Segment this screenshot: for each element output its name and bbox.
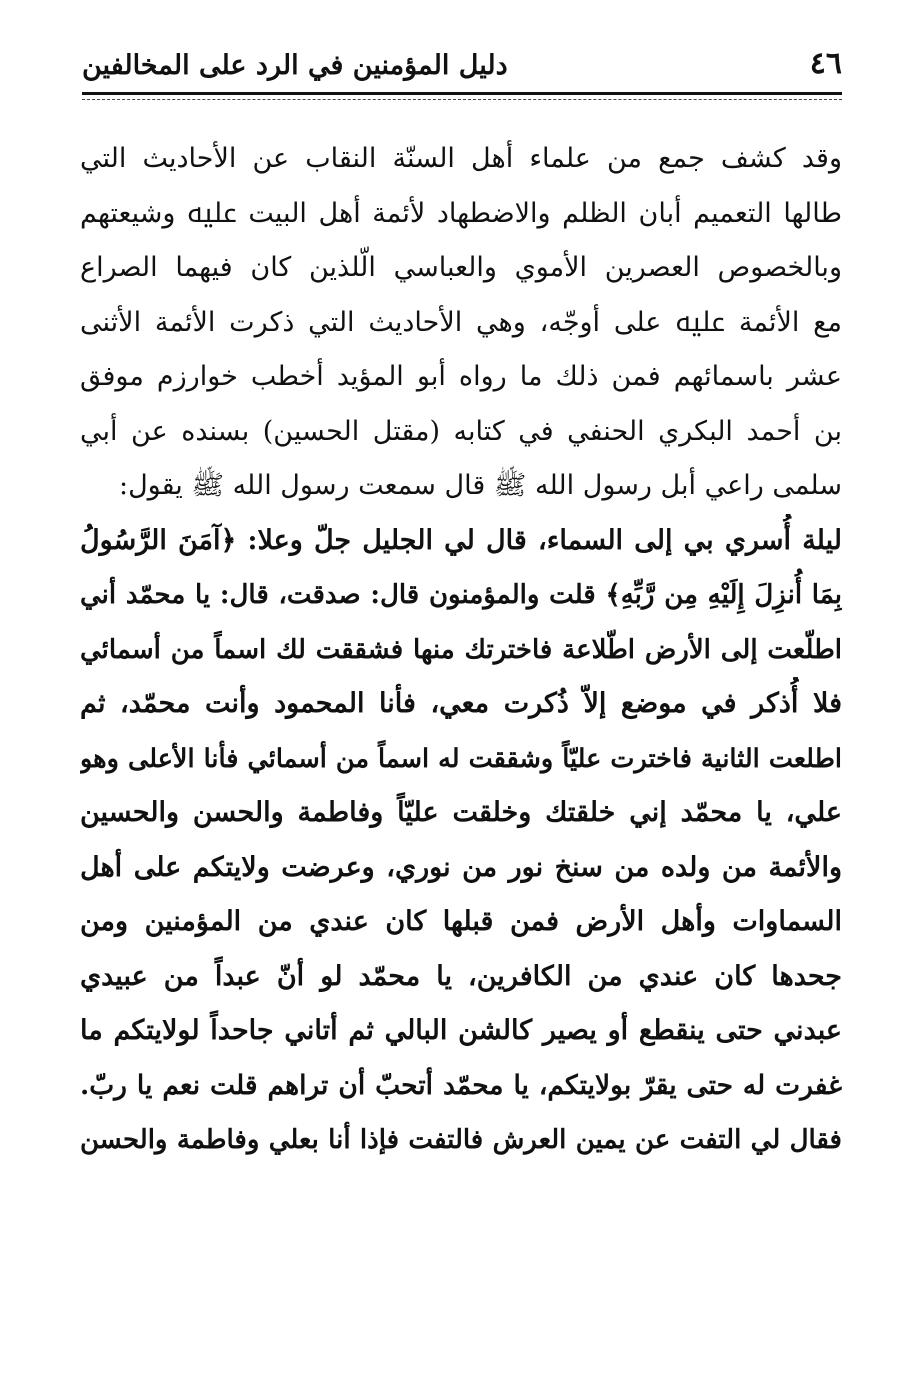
text-line: فقال لي التفت عن يمين العرش فالتفت فإذا أنا بعلي وفاطمة والحسن <box>80 1125 842 1155</box>
hadith-paragraph <box>80 514 842 1168</box>
text-line: اطلّعت إلى الأرض اطّلاعة فاخترتك منها فشققت لك اسماً من أسمائي <box>80 634 842 665</box>
text-line: وقد كشف جمع من علماء أهل السنّة النقاب عن الأحاديث التي <box>80 143 842 174</box>
text-line: السماوات وأهل الأرض فمن قبلها كان عندي من المؤمنين ومن <box>80 906 842 937</box>
text-line: مع الأئمة ﷷ على أوجّه، وهي الأحاديث التي ذكرت الأئمة الأثنى <box>80 306 842 338</box>
intro-paragraph <box>80 132 842 514</box>
header-rule-dashed <box>82 99 842 100</box>
text-line: عشر باسمائهم فمن ذلك ما رواه أبو المؤيد أخطب خوارزم موفق <box>80 361 842 392</box>
text-line: سلمى راعي أبل رسول الله ﷺ قال سمعت رسول الله ﷺ يقول: <box>118 470 842 501</box>
page-number: ٤٦ <box>809 46 842 81</box>
text-line: علي، يا محمّد إني خلقتك وخلقت عليّاً وفاطمة والحسن والحسين <box>80 797 842 828</box>
text-line: بِمَا أُنزِلَ إِلَيْهِ مِن رَّبِّهِ﴾ قلت والمؤمنون قال: صدقت، قال: يا محمّد أني <box>80 580 842 610</box>
text-line: فلا أُذكر في موضع إلاّ ذُكرت معي، فأنا المحمود وأنت محمّد، ثم <box>80 688 842 719</box>
text-line: طالها التعميم أبان الظلم والاضطهاد لأئمة أهل البيت ﷷ وشيعتهم <box>80 197 842 229</box>
text-line: ليلة أُسري بي إلى السماء، قال لي الجليل جلّ وعلا: ﴿آمَنَ الرَّسُولُ <box>80 524 842 556</box>
running-title: دليل المؤمنين في الرد على المخالفين <box>82 50 508 81</box>
text-line: جحدها كان عندي من الكافرين، يا محمّد لو أنّ عبداً من عبيدي <box>80 960 842 992</box>
text-line: والأئمة من ولده من سنخ نور من نوري، وعرضت ولايتكم على أهل <box>80 851 842 883</box>
page-header <box>82 38 842 90</box>
text-line: بن أحمد البكري الحنفي في كتابه (مقتل الحسين) بسنده عن أبي <box>80 415 842 447</box>
header-rule <box>82 92 842 95</box>
text-line: عبدني حتى ينقطع أو يصير كالشن البالي ثم أتاني جاحداً لولايتكم ما <box>80 1015 842 1046</box>
text-line: وبالخصوص العصرين الأموي والعباسي الّلذين كان فيهما الصراع <box>80 252 842 283</box>
text-line: غفرت له حتى يقرّ بولايتكم، يا محمّد أتحبّ أن تراهم قلت نعم يا ربّ. <box>80 1069 842 1101</box>
text-line: اطلعت الثانية فاخترت عليّاً وشققت له اسماً من أسمائي فأنا الأعلى وهو <box>80 743 842 774</box>
body-text <box>80 132 842 1168</box>
